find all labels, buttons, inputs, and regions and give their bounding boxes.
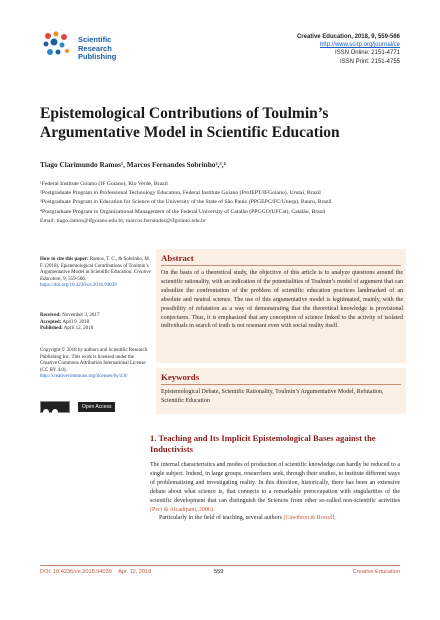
affiliation-3: ³Postgraduate Program in Education for Science of the University of the State of São Paulo (PPGEPC/FC/Unesp), Bauru, Brazil [40, 199, 332, 206]
cite-label: How to cite this paper: [40, 257, 89, 262]
journal-url-link[interactable]: http://www.scirp.org/journal/ce [319, 42, 400, 49]
citation-block [40, 257, 152, 290]
affiliation-2: ²Postgraduate Program in Professional Technology Education, Federal Institute Goiano (ProfEPT/IFGoiano), Urutaí, Brazil [40, 190, 321, 197]
footer-journal: Creative Education [352, 569, 400, 575]
footer-divider [40, 565, 400, 566]
paper-title: Epistemological Contributions of Toulmin’s Argumentative Model in Scientific Education [40, 105, 340, 141]
cite-journal: Creative Education, 9, [40, 270, 151, 282]
publisher-logo [40, 30, 74, 65]
keywords-heading: Keywords [161, 372, 200, 382]
affiliations [40, 180, 410, 226]
page-number: 559 [214, 569, 224, 575]
publisher-name: Scientific Research Publishing [78, 35, 117, 61]
citation-ref[interactable]: (Cawthron & Rowell, [283, 515, 336, 522]
received-date: November 3, 2017 [62, 313, 100, 318]
license-badges [40, 398, 115, 416]
section-1-heading: 1. Teaching and Its Implicit Epistemological Bases against the Inductivists [150, 433, 376, 454]
cite-pages: 559-566. [68, 276, 86, 282]
issn-print: ISSN Print: 2151-4755 [339, 58, 400, 65]
cite-text: Ramos, T. C., & Sobrinho, M. F. (2018). Epistemological Contributions of Toulmin’s Argumentative Model in Scientific Education. [40, 257, 151, 275]
dates-block: Received: November 3, 2017 Accepted: April 9, 2018 Published: April 12, 2018 [40, 313, 100, 331]
citation-ref[interactable]: (Peci & Alcadipani, 2006). [150, 506, 215, 513]
issn-online: ISSN Online: 2151-4771 [334, 50, 400, 57]
license-block [40, 348, 152, 381]
journal-citation-line: Creative Education, 2018, 9, 559-566 [296, 34, 400, 40]
affiliation-4: ⁴Postgraduate Program in Organizational Management of the Federal University of Catalão (PPGGO/UFCat), Catalão, Brazil [40, 208, 326, 215]
author-email: Email: tiago.ramos@ifgoiano.edu.br, marcos.fernandes@ifgoiano.edu.br [40, 217, 206, 224]
scirp-logo-icon [40, 30, 74, 60]
paragraph-1: The internal characteristics and modes of production of scientific knowledge can hardly be reduced to a single subject. Indeed, in large groups, researchers seek, through their studies, to institute different ways of problematizing and investigating reality. In this direction, historically, there has been an extensive debate about what science is, that connects to a remarkable preoccupation with singularities of the scientific development that can distinguish the Sciences from other so-called non-scientific activities (Peci & Alcadipani, 2006). [150, 462, 400, 513]
open-access-badge[interactable]: Open Access [78, 402, 115, 412]
license-link[interactable]: http://creativecommons.org/licenses/by/4.0/ [40, 374, 128, 379]
cc-by-badge-icon[interactable] [40, 401, 70, 413]
cite-doi-link[interactable]: https://doi.org/10.4236/ce.2018.94039 [40, 283, 117, 288]
paragraph-2: Particularly in the field of teaching, several authors (Cawthron & Rowell, [159, 515, 336, 522]
footer-doi-date: DOI: 10.4236/ce.2018.94039 Apr. 12, 2018 [40, 569, 152, 575]
abstract-heading: Abstract [161, 253, 194, 263]
journal-info [297, 33, 400, 66]
abstract-text: On the basis of a theoretical study, the objective of this article is to analyze questions around the scientific rationality, with an indication of the potentialities of Toulmin’s model of argument that can subsidize the confrontation of the problem of scientific education practices landmarked of an absolute and neutral science. The use of this argumentative model is legitimated, mainly, with the possibility of refutation as a way of demonstrating that the theoretical knowledge is provisional conjectures. Thus, it is emphasized that any conception of science linked to the activity of isolated individuals in search of truth is not resonant even with social reality itself. [161, 270, 403, 330]
section-1-body [150, 461, 400, 523]
affiliation-1: ¹Federal Institute Goiano (IF Goiano), Rio Verde, Brazil [40, 181, 168, 187]
accepted-date: April 9, 2018 [62, 319, 90, 325]
author-list: Tiago Clarimundo Ramos¹, Marcos Fernandes Sobrinho²,³,⁴ [40, 160, 226, 169]
keywords-text: Epistemological Debate, Scientific Rationality, Toulmin’s Argumentative Model, Refutation, Scientific Education [161, 389, 384, 404]
keywords-divider [161, 384, 401, 385]
abstract-divider [161, 265, 401, 266]
copyright-text: Copyright © 2018 by authors and Scientific Research Publishing Inc. This work is licensed under the Creative Commons Attribution International License (CC BY 4.0). [40, 348, 148, 373]
published-date: April 12, 2018 [63, 326, 94, 331]
